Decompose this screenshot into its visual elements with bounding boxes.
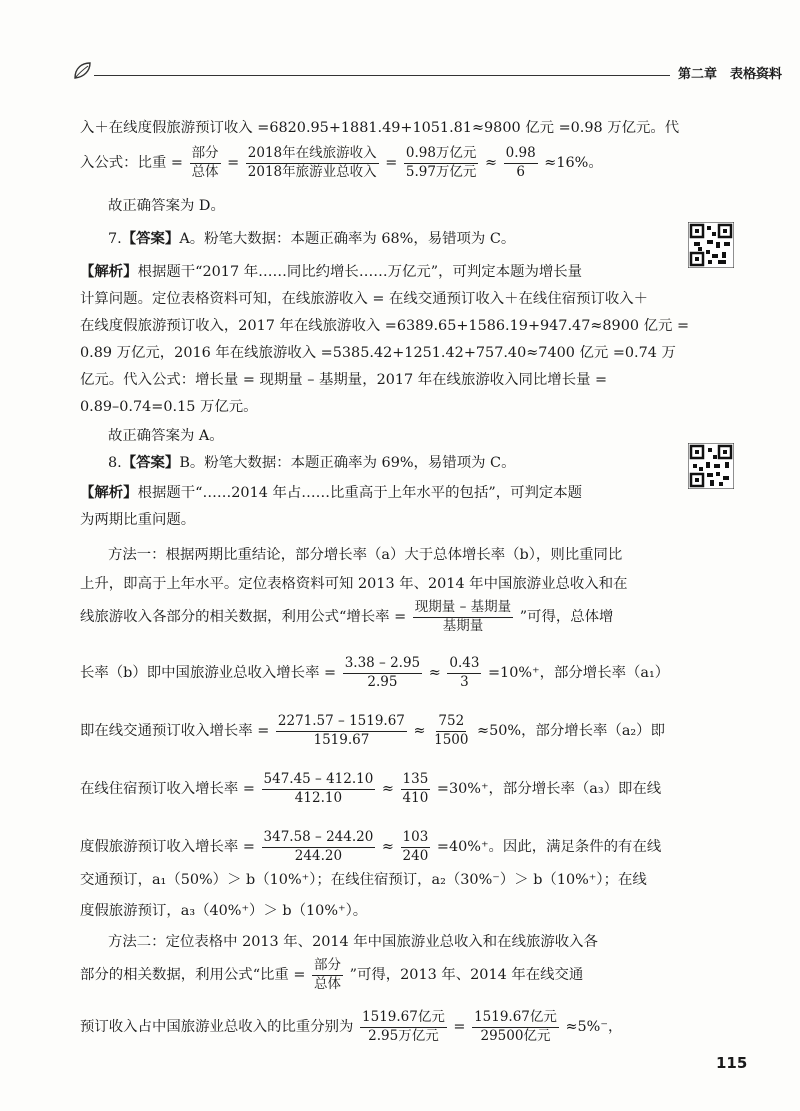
- fraction: $\frac{547.45 - 412.10}{412.10}$: [263, 771, 374, 806]
- fraction: $\frac{2271.57 - 1519.67}{1519.67}$: [277, 713, 405, 748]
- formula-line: 在线住宿预订收入增长率 = $\frac{547.45 - 412.10}{412.10}$ ≈ $\frac{135}{410}$ =30%⁺，部分增长率（a₃）即在线: [80, 771, 662, 806]
- fraction: $\frac{3.38 - 2.95}{2.95}$: [344, 655, 421, 690]
- answer-line: 故正确答案为 D。: [108, 198, 225, 214]
- fraction: $\frac{135}{410}$: [402, 771, 429, 806]
- text-line: 0.89 万亿元，2016 年在线旅游收入 =5385.42+1251.42+757.40≈7400 亿元 =0.74 万: [80, 345, 676, 361]
- fraction: $\frac{0.98}{6}$: [505, 145, 536, 180]
- fraction: $\frac{\text{现期量 – 基期量}}{\text{基期量}}$: [414, 599, 512, 634]
- text-line: 在线度假旅游预订收入，2017 年在线旅游收入 =6389.65+1586.19+947.47≈8900 亿元 =: [80, 318, 690, 334]
- fraction: $\frac{\text{1519.67亿元}}{\text{2.95万亿元}}$: [362, 1009, 445, 1044]
- page-number: 115: [716, 1054, 748, 1072]
- fraction: $\frac{\text{1519.67亿元}}{\text{29500亿元}}$: [474, 1009, 557, 1044]
- fraction: $\frac{0.43}{3}$: [449, 655, 480, 690]
- answer-line: 故正确答案为 A。: [108, 428, 224, 444]
- formula-line: 线旅游收入各部分的相关数据，利用公式“增长率 = $\frac{\text{现期量 – 基期量}}{\text{基期量}}$ ”可得，总体增: [80, 599, 614, 634]
- text-line: 亿元。代入公式：增长量 = 现期量 – 基期量，2017 年在线旅游收入同比增长量 =: [80, 372, 608, 388]
- method-one-line: 方法一：根据两期比重结论，部分增长率（a）大于总体增长率（b），则比重同比: [108, 547, 623, 563]
- header-rule-right: [754, 75, 776, 76]
- formula-line: 度假旅游预订收入增长率 = $\frac{347.58 - 244.20}{244.20}$ ≈ $\frac{103}{240}$ =40%⁺。因此，满足条件的有在线: [80, 829, 662, 864]
- text-line: 度假旅游预订，a₃（40%⁺）＞ b（10%⁺）。: [80, 903, 368, 919]
- fraction: $\frac{\text{部分}}{\text{总体}}$: [191, 145, 219, 180]
- formula-line: 入公式：比重 = $\frac{\text{部分}}{\text{总体}}$ = $\frac{\text{2018年在线旅游收入}}{\text{2018年旅游业总收入}}$ = $\frac{\text{0.98万亿元}}{\text{5.97万亿元}}$ ≈ $\frac{0.98}{6}$ ≈16%。: [80, 145, 603, 180]
- text-line: 入＋在线度假旅游预订收入 =6820.95+1881.49+1051.81≈9800 亿元 =0.98 万亿元。代: [80, 120, 680, 136]
- text-line: 0.89–0.74=0.15 万亿元。: [80, 399, 258, 415]
- text-line: 上升，即高于上年水平。定位表格资料可知 2013 年、2014 年中国旅游业总收入和在: [80, 576, 628, 592]
- method-two-line: 方法二：定位表格中 2013 年、2014 年中国旅游业总收入和在线旅游收入各: [108, 934, 598, 950]
- analysis-line: 【解析】根据题干“……2014 年占……比重高于上年水平的包括”，可判定本题: [80, 484, 583, 501]
- fraction: $\frac{\text{0.98万亿元}}{\text{5.97万亿元}}$: [405, 145, 477, 180]
- qr-code-icon[interactable]: [688, 443, 734, 489]
- answer-heading-7: 7.【答案】A。粉笔大数据：本题正确率为 68%，易错项为 C。: [108, 230, 516, 247]
- fraction: $\frac{\text{2018年在线旅游收入}}{\text{2018年旅游业总收入}}$: [247, 145, 377, 180]
- formula-line: 预订收入占中国旅游业总收入的比重分别为 $\frac{\text{1519.67亿元}}{\text{2.95万亿元}}$ = $\frac{\text{1519.67亿元}}{\text{29500亿元}}$ ≈5%⁻，: [80, 1009, 623, 1044]
- fraction: $\frac{\text{部分}}{\text{总体}}$: [314, 957, 342, 992]
- formula-line: 即在线交通预订收入增长率 = $\frac{2271.57 - 1519.67}{1519.67}$ ≈ $\frac{752}{1500}$ ≈50%，部分增长率（a₂）即: [80, 713, 665, 748]
- page-header: [72, 58, 783, 88]
- text-line: 交通预订，a₁（50%）＞ b（10%⁺）；在线住宿预订，a₂（30%⁻）＞ b（10%⁺）；在线: [80, 872, 647, 888]
- leaf-icon: [72, 60, 96, 82]
- answer-heading-8: 8.【答案】B。粉笔大数据：本题正确率为 69%，易错项为 C。: [108, 454, 516, 471]
- chapter-title: 第二章 表格资料: [678, 67, 783, 82]
- formula-line: 长率（b）即中国旅游业总收入增长率 = $\frac{3.38 - 2.95}{2.95}$ ≈ $\frac{0.43}{3}$ =10%⁺，部分增长率（a₁）: [80, 655, 670, 690]
- fraction: $\frac{752}{1500}$: [434, 713, 469, 748]
- text-line: 为两期比重问题。: [80, 512, 196, 528]
- formula-line: 部分的相关数据，利用公式“比重 = $\frac{\text{部分}}{\text{总体}}$ ”可得，2013 年、2014 年在线交通: [80, 957, 584, 992]
- fraction: $\frac{103}{240}$: [402, 829, 429, 864]
- header-rule-left: [94, 75, 670, 76]
- text-line: 计算问题。定位表格资料可知，在线旅游收入 = 在线交通预订收入＋在线住宿预订收入＋: [80, 291, 649, 307]
- qr-code-icon[interactable]: [688, 222, 734, 268]
- analysis-line: 【解析】根据题干“2017 年……同比约增长……万亿元”，可判定本题为增长量: [80, 263, 583, 280]
- fraction: $\frac{347.58 - 244.20}{244.20}$: [263, 829, 374, 864]
